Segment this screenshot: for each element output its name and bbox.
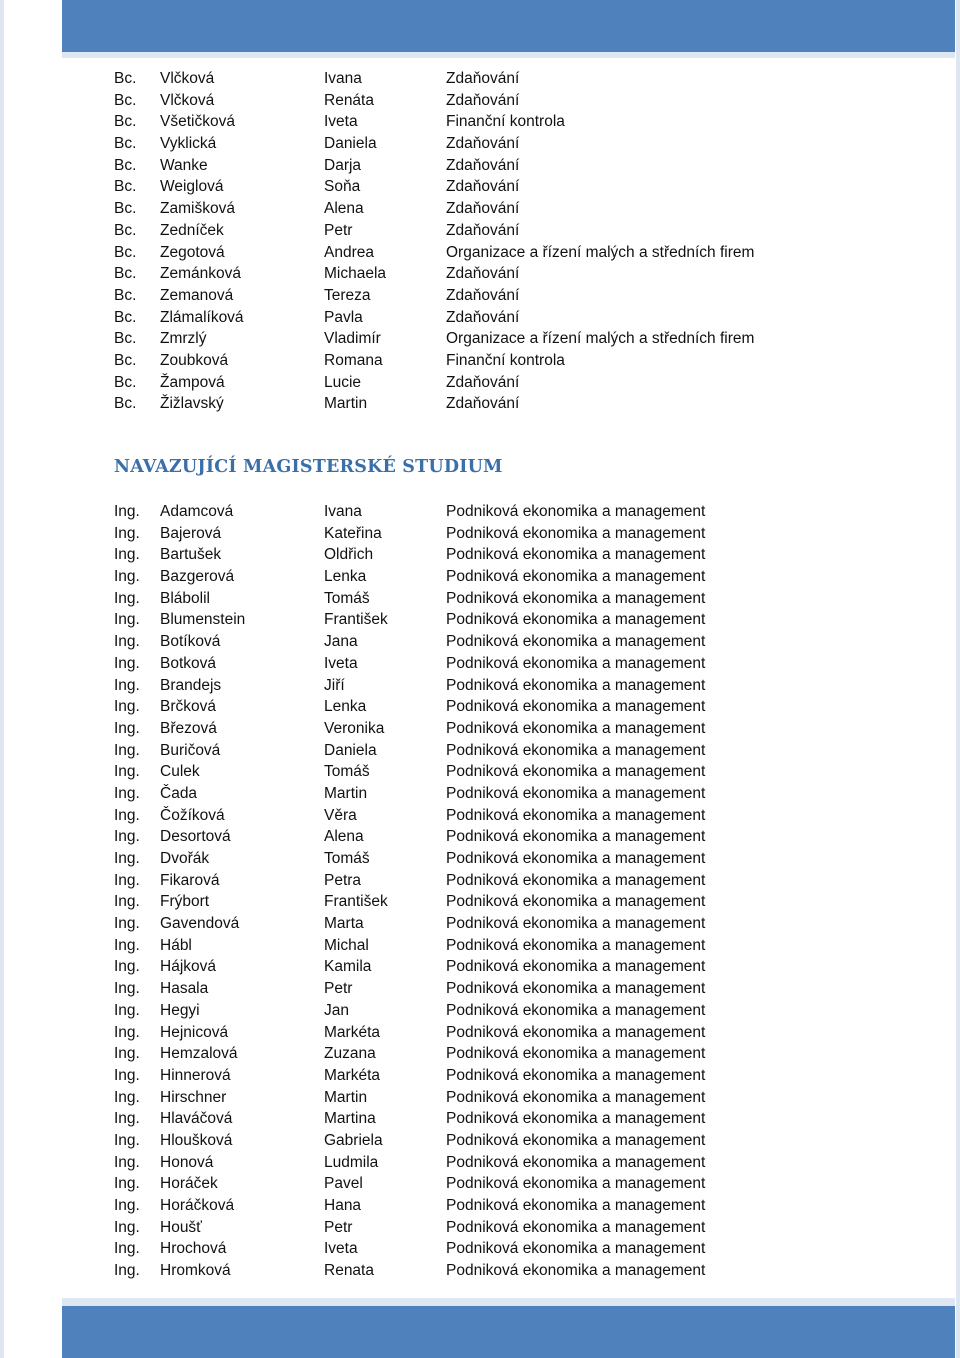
degree-title: Bc. <box>114 308 137 326</box>
first-name: Lucie <box>324 373 362 391</box>
list-row <box>114 805 834 827</box>
surname: Vyklická <box>160 135 217 153</box>
degree-title: Ing. <box>114 1153 140 1171</box>
first-name: Tomáš <box>324 589 370 607</box>
surname: Bazgerová <box>160 568 235 586</box>
surname: Horáčková <box>160 1197 235 1214</box>
surname: Hlaváčová <box>160 1110 233 1128</box>
surname: Hemzalová <box>160 1045 238 1063</box>
study-program: Podniková ekonomika a management <box>446 1262 706 1280</box>
list-row <box>114 176 834 198</box>
surname: Hejnicová <box>160 1023 229 1041</box>
degree-title: Ing. <box>114 1045 140 1063</box>
study-program: Podniková ekonomika a management <box>446 611 706 629</box>
surname: Čožíková <box>160 806 225 824</box>
list-row <box>114 1217 834 1239</box>
degree-title: Ing. <box>114 589 140 607</box>
list-row <box>114 285 834 307</box>
degree-title: Ing. <box>114 1175 140 1193</box>
first-name: František <box>324 611 388 629</box>
degree-title: Bc. <box>114 330 137 348</box>
degree-title: Ing. <box>114 654 140 672</box>
first-name: Romana <box>324 351 383 369</box>
study-program: Podniková ekonomika a management <box>446 763 706 781</box>
degree-title: Ing. <box>114 958 140 976</box>
study-program: Podniková ekonomika a management <box>446 1218 706 1236</box>
study-program: Podniková ekonomika a management <box>446 1066 706 1084</box>
surname: Frýbort <box>160 893 210 911</box>
page-border-right <box>956 0 960 1358</box>
list-row <box>114 155 834 177</box>
surname: Brandejs <box>160 676 222 694</box>
surname: Hegyi <box>160 1001 200 1019</box>
list-row <box>114 783 834 805</box>
surname: Horáček <box>160 1175 218 1193</box>
degree-title: Ing. <box>114 698 140 716</box>
first-name: Daniela <box>324 741 377 759</box>
list-row <box>114 631 834 653</box>
first-name: Darja <box>324 156 362 174</box>
degree-title: Ing. <box>114 1262 140 1280</box>
degree-title: Bc. <box>114 286 137 304</box>
surname: Buričová <box>160 741 221 759</box>
first-name: Iveta <box>324 654 358 672</box>
first-name: Martin <box>324 784 368 802</box>
degree-title: Bc. <box>114 200 137 218</box>
surname: Žampová <box>160 373 225 391</box>
first-name: Andrea <box>324 243 374 261</box>
surname: Zoubková <box>160 351 229 369</box>
master-list <box>114 501 834 1282</box>
first-name: Iveta <box>324 1240 358 1258</box>
degree-title: Ing. <box>114 1240 140 1258</box>
first-name: Tomáš <box>324 850 370 867</box>
list-row <box>114 913 834 935</box>
first-name: Daniela <box>324 135 377 153</box>
degree-title: Ing. <box>114 719 140 737</box>
list-row <box>114 523 834 545</box>
study-program: Podniková ekonomika a management <box>446 980 706 998</box>
list-row <box>114 653 834 675</box>
first-name: Alena <box>324 200 364 218</box>
first-name: Markéta <box>324 1023 380 1041</box>
surname: Adamcová <box>160 503 234 520</box>
list-row <box>114 393 834 415</box>
degree-title: Ing. <box>114 741 140 759</box>
degree-title: Ing. <box>114 806 140 824</box>
surname: Hloušková <box>160 1131 233 1149</box>
degree-title: Bc. <box>114 243 137 261</box>
surname: Zegotová <box>160 243 225 261</box>
graduate-list <box>114 68 834 1282</box>
list-row <box>114 675 834 697</box>
list-row <box>114 90 834 112</box>
section-heading: NAVAZUJÍCÍ MAGISTERSKÉ STUDIUM <box>114 457 503 477</box>
list-row <box>114 133 834 155</box>
list-row <box>114 328 834 350</box>
study-program: Podniková ekonomika a management <box>446 915 706 933</box>
surname: Weiglová <box>160 178 224 196</box>
first-name: Petr <box>324 221 353 239</box>
study-program: Podniková ekonomika a management <box>446 1153 706 1171</box>
study-program: Podniková ekonomika a management <box>446 546 706 564</box>
degree-title: Ing. <box>114 1023 140 1041</box>
first-name: Gabriela <box>324 1131 383 1149</box>
footer-band <box>62 1306 955 1358</box>
degree-title: Ing. <box>114 915 140 933</box>
study-program: Podniková ekonomika a management <box>446 806 706 824</box>
first-name: Martin <box>324 1088 368 1106</box>
study-program: Podniková ekonomika a management <box>446 741 706 759</box>
list-row <box>114 935 834 957</box>
list-row <box>114 566 834 588</box>
degree-title: Bc. <box>114 373 137 391</box>
first-name: Ludmila <box>324 1153 379 1171</box>
surname: Zamišková <box>160 200 235 218</box>
study-program: Zdaňování <box>446 70 520 87</box>
first-name: Iveta <box>324 113 358 131</box>
study-program: Podniková ekonomika a management <box>446 1175 706 1193</box>
first-name: Lenka <box>324 698 367 716</box>
list-row <box>114 696 834 718</box>
degree-title: Ing. <box>114 893 140 911</box>
study-program: Zdaňování <box>446 91 520 109</box>
study-program: Zdaňování <box>446 395 520 413</box>
study-program: Podniková ekonomika a management <box>446 893 706 911</box>
study-program: Podniková ekonomika a management <box>446 1088 706 1106</box>
study-program: Podniková ekonomika a management <box>446 936 706 954</box>
degree-title: Ing. <box>114 763 140 781</box>
study-program: Podniková ekonomika a management <box>446 524 706 542</box>
surname: Hinnerová <box>160 1066 231 1084</box>
surname: Blábolil <box>160 589 210 607</box>
degree-title: Ing. <box>114 1088 140 1106</box>
degree-title: Bc. <box>114 221 137 239</box>
first-name: Tereza <box>324 286 371 304</box>
study-program: Podniková ekonomika a management <box>446 1110 706 1128</box>
study-program: Finanční kontrola <box>446 351 565 369</box>
degree-title: Bc. <box>114 70 137 87</box>
degree-title: Ing. <box>114 1001 140 1019</box>
list-row <box>114 544 834 566</box>
degree-title: Ing. <box>114 980 140 998</box>
study-program: Podniková ekonomika a management <box>446 1197 706 1214</box>
first-name: Petr <box>324 980 353 998</box>
degree-title: Ing. <box>114 611 140 629</box>
study-program: Podniková ekonomika a management <box>446 828 706 846</box>
surname: Bajerová <box>160 524 222 542</box>
first-name: Lenka <box>324 568 367 586</box>
degree-title: Bc. <box>114 178 137 196</box>
surname: Hrochová <box>160 1240 227 1258</box>
list-row <box>114 1065 834 1087</box>
list-row <box>114 1152 834 1174</box>
degree-title: Ing. <box>114 568 140 586</box>
list-row <box>114 198 834 220</box>
first-name: Zuzana <box>324 1045 376 1063</box>
surname: Dvořák <box>160 850 210 867</box>
first-name: Petra <box>324 871 362 889</box>
surname: Hasala <box>160 980 209 998</box>
first-name: Tomáš <box>324 763 370 781</box>
surname: Zedníček <box>160 221 224 239</box>
study-program: Organizace a řízení malých a středních firem <box>446 243 755 261</box>
degree-title: Bc. <box>114 351 137 369</box>
study-program: Podniková ekonomika a management <box>446 589 706 607</box>
first-name: Alena <box>324 828 364 846</box>
degree-title: Ing. <box>114 936 140 954</box>
list-row <box>114 220 834 242</box>
degree-title: Bc. <box>114 113 137 131</box>
surname: Březová <box>160 719 217 737</box>
first-name: Veronika <box>324 719 385 737</box>
study-program: Zdaňování <box>446 286 520 304</box>
surname: Hirschner <box>160 1088 227 1106</box>
study-program: Podniková ekonomika a management <box>446 1240 706 1258</box>
list-row <box>114 242 834 264</box>
degree-title: Ing. <box>114 503 140 520</box>
list-row <box>114 609 834 631</box>
first-name: Ivana <box>324 70 362 87</box>
first-name: Martin <box>324 395 368 413</box>
surname: Wanke <box>160 156 208 174</box>
study-program: Organizace a řízení malých a středních firem <box>446 330 755 348</box>
list-row <box>114 826 834 848</box>
first-name: Oldřich <box>324 546 374 564</box>
study-program: Podniková ekonomika a management <box>446 676 706 694</box>
surname: Botíková <box>160 633 221 651</box>
study-program: Zdaňování <box>446 178 520 196</box>
study-program: Podniková ekonomika a management <box>446 871 706 889</box>
degree-title: Bc. <box>114 91 137 109</box>
page-border-left <box>0 0 4 1358</box>
surname: Honová <box>160 1153 214 1171</box>
first-name: Pavel <box>324 1175 363 1193</box>
list-row <box>114 501 834 523</box>
study-program: Podniková ekonomika a management <box>446 958 706 976</box>
degree-title: Bc. <box>114 395 137 413</box>
first-name: Jana <box>324 633 358 651</box>
first-name: Kateřina <box>324 524 382 542</box>
study-program: Podniková ekonomika a management <box>446 1023 706 1041</box>
degree-title: Ing. <box>114 676 140 694</box>
list-row <box>114 588 834 610</box>
surname: Gavendová <box>160 915 240 933</box>
study-program: Zdaňování <box>446 156 520 174</box>
study-program: Zdaňování <box>446 221 520 239</box>
study-program: Podniková ekonomika a management <box>446 784 706 802</box>
surname: Zmrzlý <box>160 330 207 348</box>
study-program: Podniková ekonomika a management <box>446 568 706 586</box>
first-name: Jan <box>324 1001 349 1019</box>
degree-title: Bc. <box>114 156 137 174</box>
list-row <box>114 1238 834 1260</box>
surname: Vlčková <box>160 70 215 87</box>
study-program: Podniková ekonomika a management <box>446 633 706 651</box>
list-row <box>114 68 834 90</box>
list-row <box>114 350 834 372</box>
first-name: Jiří <box>324 676 345 694</box>
first-name: Michaela <box>324 265 387 283</box>
degree-title: Ing. <box>114 850 140 867</box>
degree-title: Ing. <box>114 828 140 846</box>
study-program: Podniková ekonomika a management <box>446 719 706 737</box>
degree-title: Bc. <box>114 135 137 153</box>
surname: Hromková <box>160 1262 231 1280</box>
first-name: Renáta <box>324 91 374 109</box>
surname: Zlámalíková <box>160 308 244 326</box>
list-row <box>114 307 834 329</box>
list-row <box>114 718 834 740</box>
first-name: Marta <box>324 915 364 933</box>
degree-title: Ing. <box>114 1197 140 1214</box>
study-program: Podniková ekonomika a management <box>446 698 706 716</box>
list-row <box>114 978 834 1000</box>
degree-title: Ing. <box>114 524 140 542</box>
list-row <box>114 891 834 913</box>
first-name: František <box>324 893 388 911</box>
first-name: Ivana <box>324 503 362 520</box>
study-program: Zdaňování <box>446 200 520 218</box>
study-program: Zdaňování <box>446 265 520 283</box>
study-program: Zdaňování <box>446 135 520 153</box>
surname: Hábl <box>160 936 192 954</box>
first-name: Petr <box>324 1218 353 1236</box>
study-program: Podniková ekonomika a management <box>446 1001 706 1019</box>
list-row <box>114 1043 834 1065</box>
degree-title: Ing. <box>114 633 140 651</box>
surname: Zemánková <box>160 265 241 283</box>
list-row <box>114 1195 834 1217</box>
first-name: Soňa <box>324 178 361 196</box>
list-row <box>114 263 834 285</box>
first-name: Pavla <box>324 308 363 326</box>
surname: Culek <box>160 763 200 781</box>
first-name: Markéta <box>324 1066 380 1084</box>
first-name: Vladimír <box>324 330 381 348</box>
list-row <box>114 1260 834 1282</box>
list-row <box>114 956 834 978</box>
first-name: Martina <box>324 1110 376 1128</box>
surname: Brčková <box>160 698 216 716</box>
surname: Žižlavský <box>160 395 224 413</box>
surname: Hájková <box>160 958 216 976</box>
degree-title: Ing. <box>114 1218 140 1236</box>
surname: Botková <box>160 654 217 672</box>
first-name: Hana <box>324 1197 362 1214</box>
surname: Vlčková <box>160 91 215 109</box>
list-row <box>114 372 834 394</box>
surname: Desortová <box>160 828 231 846</box>
degree-title: Ing. <box>114 784 140 802</box>
first-name: Michal <box>324 936 369 954</box>
list-row <box>114 1087 834 1109</box>
surname: Zemanová <box>160 286 234 304</box>
list-row <box>114 111 834 133</box>
study-program: Podniková ekonomika a management <box>446 654 706 672</box>
surname: Houšť <box>160 1218 202 1236</box>
study-program: Finanční kontrola <box>446 113 565 131</box>
first-name: Renata <box>324 1262 374 1280</box>
surname: Bartušek <box>160 546 222 564</box>
study-program: Podniková ekonomika a management <box>446 1045 706 1063</box>
list-row <box>114 740 834 762</box>
degree-title: Ing. <box>114 546 140 564</box>
list-row <box>114 848 834 870</box>
degree-title: Ing. <box>114 1131 140 1149</box>
first-name: Věra <box>324 806 357 824</box>
degree-title: Bc. <box>114 265 137 283</box>
study-program: Podniková ekonomika a management <box>446 850 706 867</box>
degree-title: Ing. <box>114 871 140 889</box>
study-program: Zdaňování <box>446 373 520 391</box>
list-row <box>114 761 834 783</box>
list-row <box>114 1000 834 1022</box>
surname: Všetičková <box>160 113 235 131</box>
header-band <box>62 0 955 52</box>
surname: Čada <box>160 784 198 802</box>
list-row <box>114 1173 834 1195</box>
list-row <box>114 1022 834 1044</box>
list-row <box>114 870 834 892</box>
study-program: Podniková ekonomika a management <box>446 1131 706 1149</box>
list-row <box>114 1108 834 1130</box>
first-name: Kamila <box>324 958 372 976</box>
surname: Fikarová <box>160 871 220 889</box>
study-program: Podniková ekonomika a management <box>446 503 706 520</box>
list-row <box>114 1130 834 1152</box>
bachelor-list <box>114 68 834 415</box>
degree-title: Ing. <box>114 1110 140 1128</box>
surname: Blumenstein <box>160 611 246 629</box>
study-program: Zdaňování <box>446 308 520 326</box>
degree-title: Ing. <box>114 1066 140 1084</box>
